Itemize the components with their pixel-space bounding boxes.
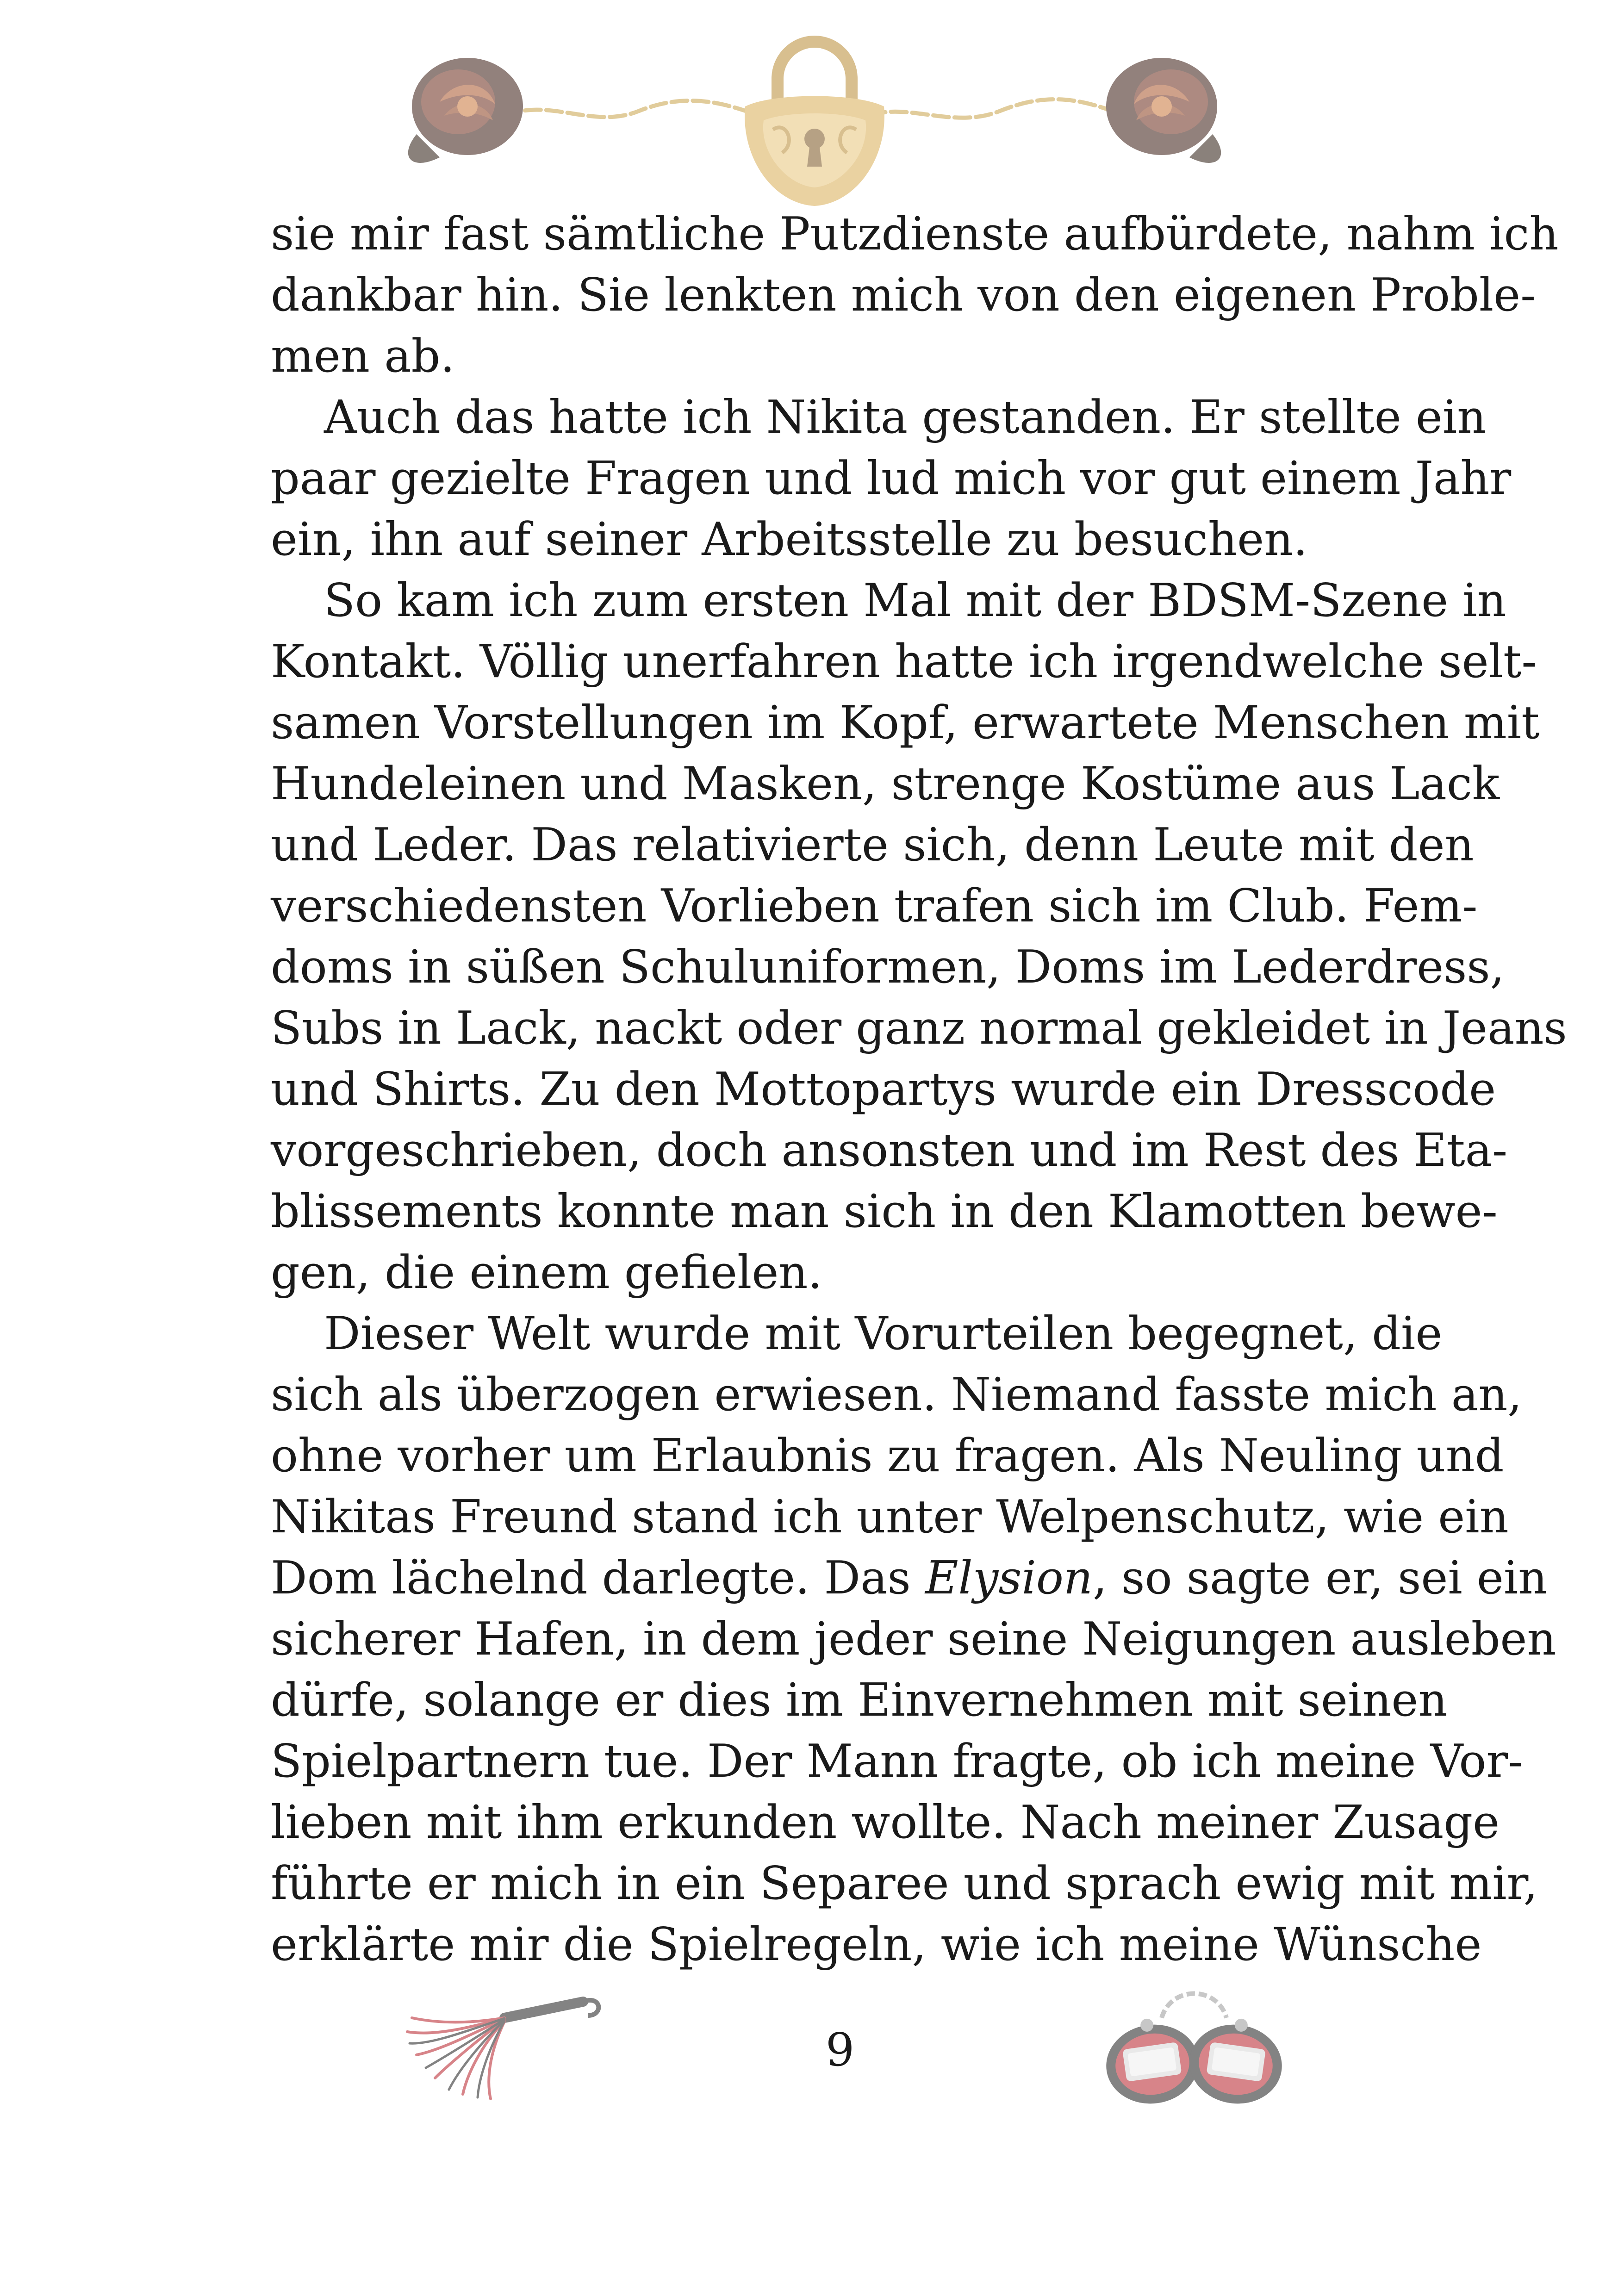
text-line: sicherer Hafen, in dem jeder seine Neigungen ausleben bbox=[271, 1613, 1556, 1666]
text-line: doms in süßen Schuluniformen, Doms im Lederdress, bbox=[271, 941, 1505, 994]
text-line: gen, die einem gefielen. bbox=[271, 1246, 822, 1299]
text-line: Auch das hatte ich Nikita gestanden. Er stellte ein bbox=[324, 391, 1487, 444]
text-line: führte er mich in ein Separee und sprach ewig mit mir, bbox=[271, 1857, 1538, 1910]
rose-chain-padlock-ornament bbox=[398, 37, 1231, 208]
text-segment: , so sagte er, sei ein bbox=[1092, 1552, 1548, 1605]
page-number: 9 bbox=[825, 2024, 855, 2077]
text-line: ein, ihn auf seiner Arbeitsstelle zu besuchen. bbox=[271, 513, 1308, 566]
text-line: ohne vorher um Erlaubnis zu fragen. Als Neuling und bbox=[271, 1430, 1504, 1482]
text-line: So kam ich zum ersten Mal mit der BDSM-Szene in bbox=[324, 574, 1506, 627]
text-line: und Leder. Das relativierte sich, denn Leute mit den bbox=[271, 819, 1474, 871]
text-line: Subs in Lack, nackt oder ganz normal gekleidet in Jeans bbox=[271, 1002, 1567, 1055]
paragraph bbox=[271, 387, 1512, 570]
text-line: Nikitas Freund stand ich unter Welpenschutz, wie ein bbox=[271, 1491, 1509, 1543]
text-line: samen Vorstellungen im Kopf, erwartete Menschen mit bbox=[271, 697, 1540, 749]
text-line: blissements konnte man sich in den Klamotten bewe- bbox=[271, 1185, 1498, 1238]
paragraph bbox=[271, 570, 1567, 1303]
flogger-whip-ornament bbox=[398, 1990, 602, 2106]
text-line: dürfe, solange er dies im Einvernehmen mit seinen bbox=[271, 1674, 1448, 1727]
text-line: men ab. bbox=[271, 330, 455, 383]
text-line: Dieser Welt wurde mit Vorurteilen begegnet, die bbox=[324, 1307, 1443, 1360]
text-line: lieben mit ihm erkunden wollte. Nach meiner Zusage bbox=[271, 1796, 1500, 1849]
body-text bbox=[271, 204, 1567, 1975]
text-line: sie mir fast sämtliche Putzdienste aufbürdete, nahm ich bbox=[271, 208, 1559, 261]
text-line: paar gezielte Fragen und lud mich vor gut einem Jahr bbox=[271, 452, 1512, 505]
text-line: Spielpartnern tue. Der Mann fragte, ob ich meine Vor- bbox=[271, 1735, 1524, 1788]
text-line: vorgeschrieben, doch ansonsten und im Rest des Eta- bbox=[271, 1124, 1508, 1177]
text-line: erklärte mir die Spielregeln, wie ich meine Wünsche bbox=[271, 1918, 1482, 1971]
paragraph bbox=[271, 1303, 1556, 1975]
text-line: Kontakt. Völlig unerfahren hatte ich irgendwelche selt- bbox=[271, 635, 1537, 688]
text-line: sich als überzogen erwiesen. Niemand fasste mich an, bbox=[271, 1369, 1522, 1421]
italic-title: Elysion bbox=[925, 1552, 1093, 1605]
text-line: verschiedensten Vorlieben trafen sich im Club. Fem- bbox=[271, 880, 1478, 933]
handcuffs-ornament bbox=[1101, 1976, 1287, 2110]
paragraph bbox=[271, 204, 1559, 387]
text-line bbox=[271, 1548, 1548, 1609]
text-line: und Shirts. Zu den Mottopartys wurde ein Dresscode bbox=[271, 1063, 1496, 1116]
text-line: Hundeleinen und Masken, strenge Kostüme aus Lack bbox=[271, 758, 1500, 810]
text-line: dankbar hin. Sie lenkten mich von den eigenen Proble- bbox=[271, 269, 1536, 322]
text-segment: Dom lächelnd darlegte. Das bbox=[271, 1552, 925, 1605]
